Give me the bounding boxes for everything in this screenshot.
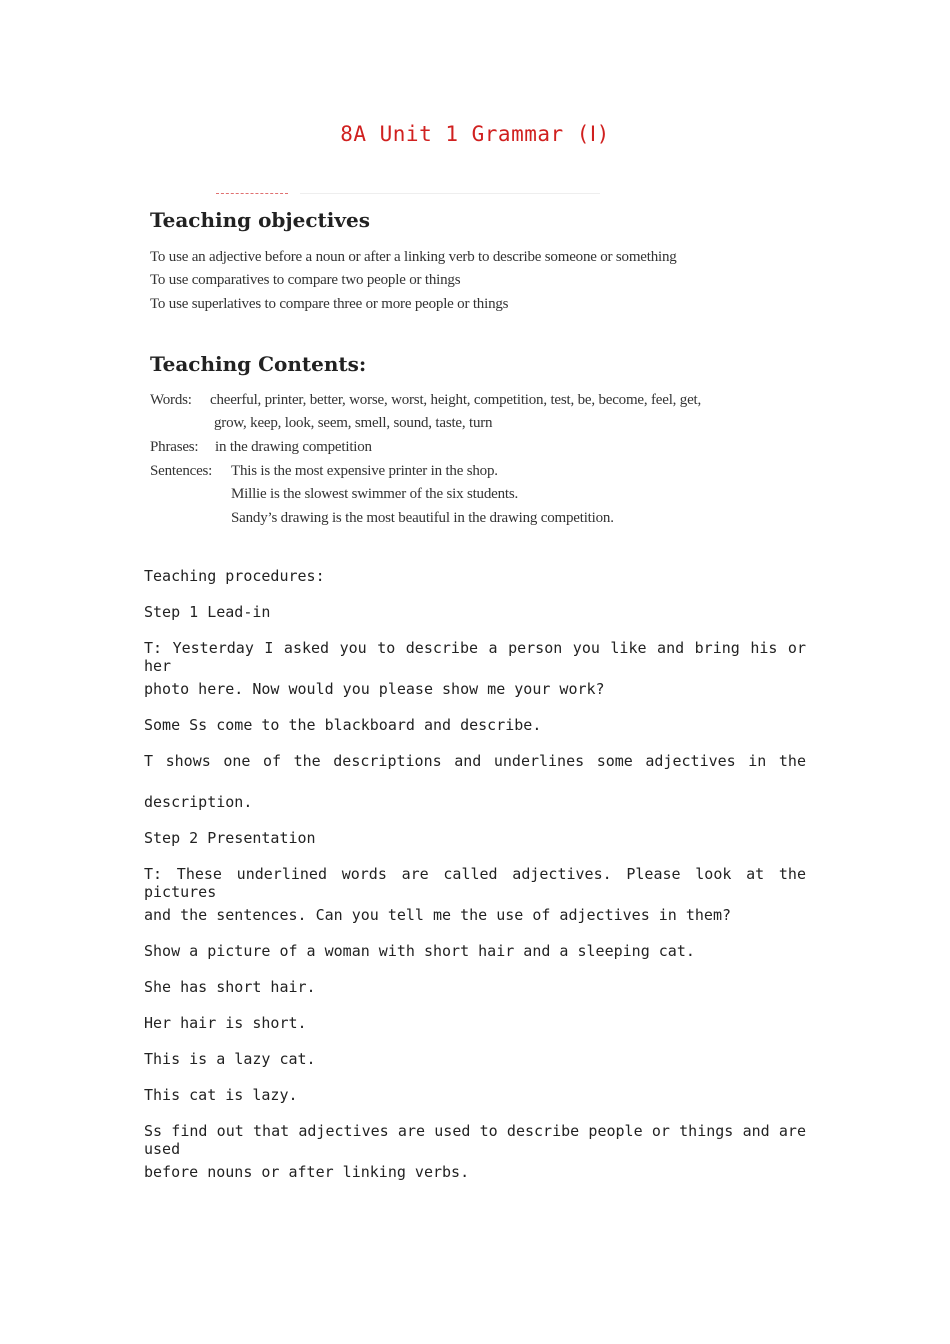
paragraph-line: Ss find out that adjectives are used to describe people or things and are used	[144, 1122, 806, 1158]
scan-mark-line	[216, 193, 288, 194]
sentences-line	[150, 463, 498, 480]
paragraph-line: T: These underlined words are called adjectives. Please look at the pictures	[144, 865, 806, 901]
example-sentence: She has short hair.	[144, 978, 316, 996]
paragraph-line: T: Yesterday I asked you to describe a person you like and bring his or her	[144, 639, 806, 675]
phrases-label: Phrases:	[150, 439, 199, 455]
paragraph-line: description.	[144, 793, 253, 811]
paragraph-line: before nouns or after linking verbs.	[144, 1163, 470, 1181]
example-sentence: Her hair is short.	[144, 1014, 307, 1032]
words-list: cheerful, printer, better, worse, worst, height, competition, test, be, become, feel, get,	[210, 392, 702, 408]
words-line	[150, 392, 701, 409]
sentence-item: Sandy’s drawing is the most beautiful in the drawing competition.	[231, 510, 614, 526]
scan-faint-line	[300, 193, 600, 194]
sentences-label: Sentences:	[150, 463, 213, 479]
scanned-image	[140, 186, 800, 542]
paragraph-line: T shows one of the descriptions and underlines some adjectives in the	[144, 752, 806, 770]
paragraph-line: and the sentences. Can you tell me the use of adjectives in them?	[144, 906, 731, 924]
sentence-item: Millie is the slowest swimmer of the six students.	[231, 486, 519, 502]
objective-item: To use comparatives to compare two people or things	[150, 272, 461, 288]
page-title: 8A Unit 1 Grammar (Ⅰ)	[340, 122, 610, 146]
contents-heading: Teaching Contents:	[150, 352, 367, 376]
objective-item: To use an adjective before a noun or after a linking verb to describe someone or something	[150, 249, 677, 265]
paragraph-line: photo here. Now would you please show me your work?	[144, 680, 605, 698]
words-list-continued: grow, keep, look, seem, smell, sound, taste, turn	[214, 415, 493, 431]
objectives-heading: Teaching objectives	[150, 208, 370, 232]
example-sentence: This cat is lazy.	[144, 1086, 298, 1104]
sentence-item: This is the most expensive printer in the shop.	[231, 463, 498, 479]
step-heading: Step 2 Presentation	[144, 829, 316, 847]
step-heading: Step 1 Lead-in	[144, 603, 271, 621]
paragraph-line: Show a picture of a woman with short hair and a sleeping cat.	[144, 942, 695, 960]
procedures-heading: Teaching procedures:	[144, 567, 325, 585]
example-sentence: This is a lazy cat.	[144, 1050, 316, 1068]
objective-item: To use superlatives to compare three or more people or things	[150, 296, 509, 312]
paragraph-line: Some Ss come to the blackboard and describe.	[144, 716, 542, 734]
words-label: Words:	[150, 392, 192, 408]
phrases-line	[150, 439, 372, 456]
phrases-text: in the drawing competition	[215, 439, 372, 455]
